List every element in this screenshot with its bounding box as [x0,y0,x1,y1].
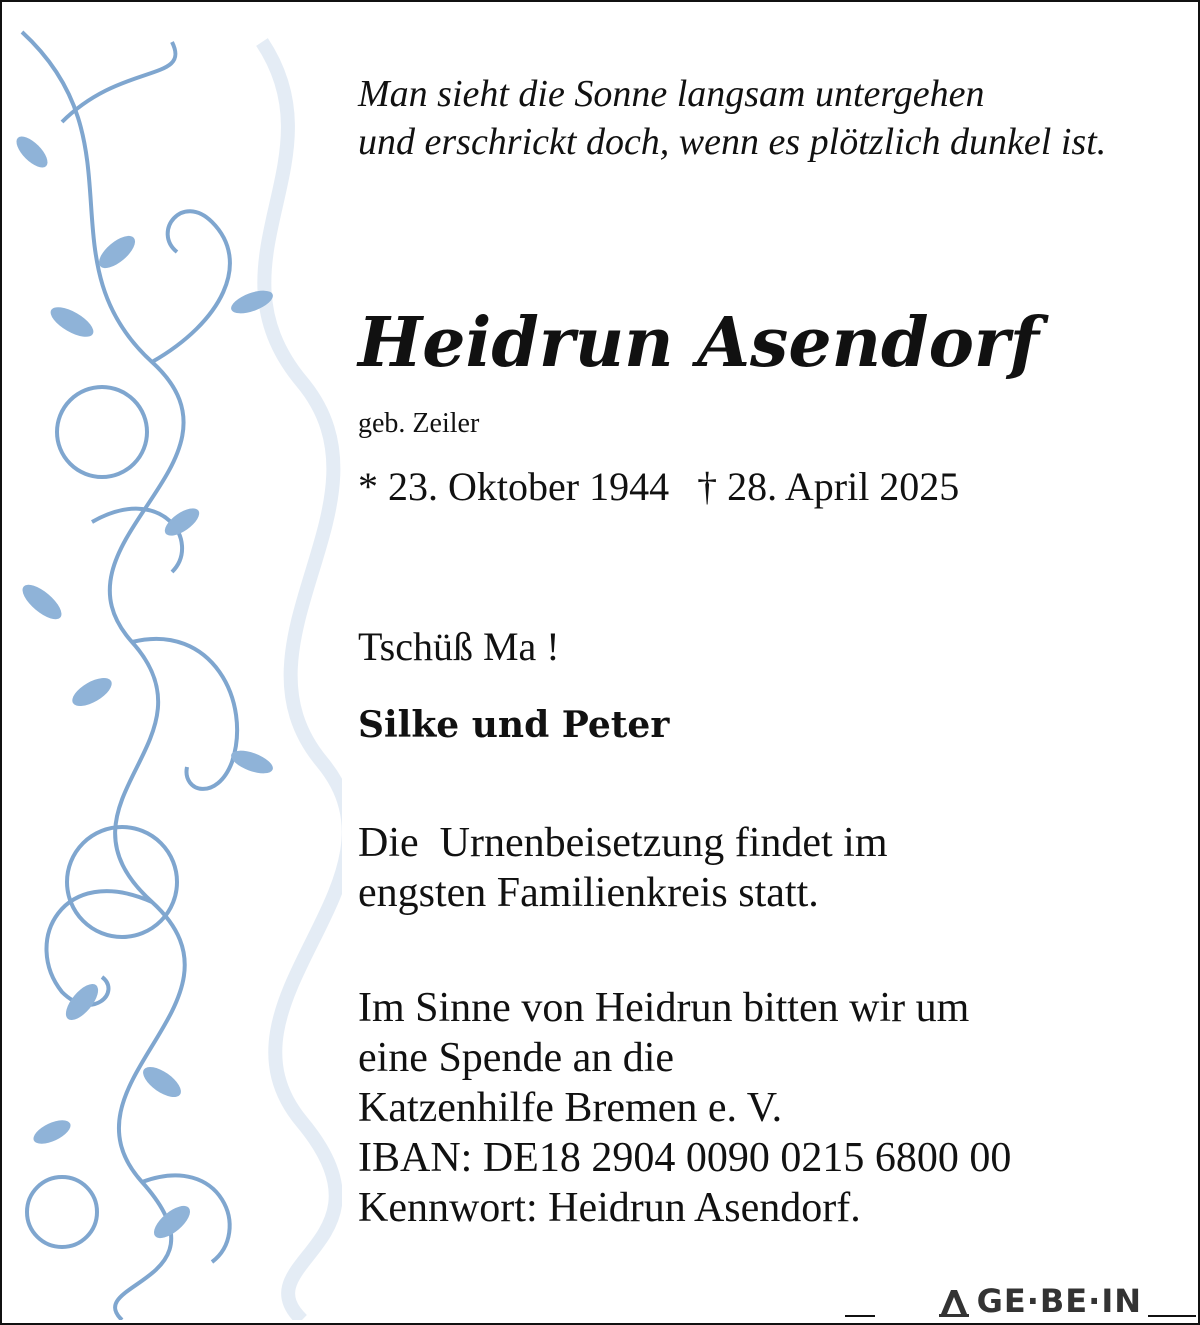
burial-line-2: engsten Familienkreis statt. [358,870,819,916]
donation-line-3: Katzenhilfe Bremen e. V. [358,1085,783,1131]
birth-name: geb. Zeiler [358,408,480,439]
iban: IBAN: DE18 2904 0090 0215 6800 00 [358,1135,1012,1181]
logo-text: GE·BE·IN [976,1282,1142,1320]
signers: Silke und Peter [358,704,670,746]
poem-line-2: und erschrickt doch, wenn es plötzlich dunkel ist. [358,121,1107,163]
publisher-logo [931,1281,1148,1321]
donation-notice [358,983,1178,1233]
burial-line-1: Die Urnenbeisetzung findet im [358,820,888,866]
keyword: Kennwort: Heidrun Asendorf. [358,1185,861,1231]
logo-rule-left [845,1315,875,1317]
deceased-name: Heidrun Asendorf [358,303,1039,383]
birth-date: * 23. Oktober 1944 [358,464,670,509]
poem-line-1: Man sieht die Sonne langsam untergehen [358,73,985,115]
floral-ornament [2,2,342,1320]
farewell-text: Tschüß Ma ! [358,624,560,669]
life-dates [358,462,959,512]
death-date: † 28. April 2025 [697,464,960,509]
poem-quote [358,70,1158,166]
donation-line-1: Im Sinne von Heidrun bitten wir um [358,985,970,1031]
donation-line-2: eine Spende an die [358,1035,675,1081]
burial-notice [358,818,1178,918]
gebein-icon [937,1284,971,1318]
